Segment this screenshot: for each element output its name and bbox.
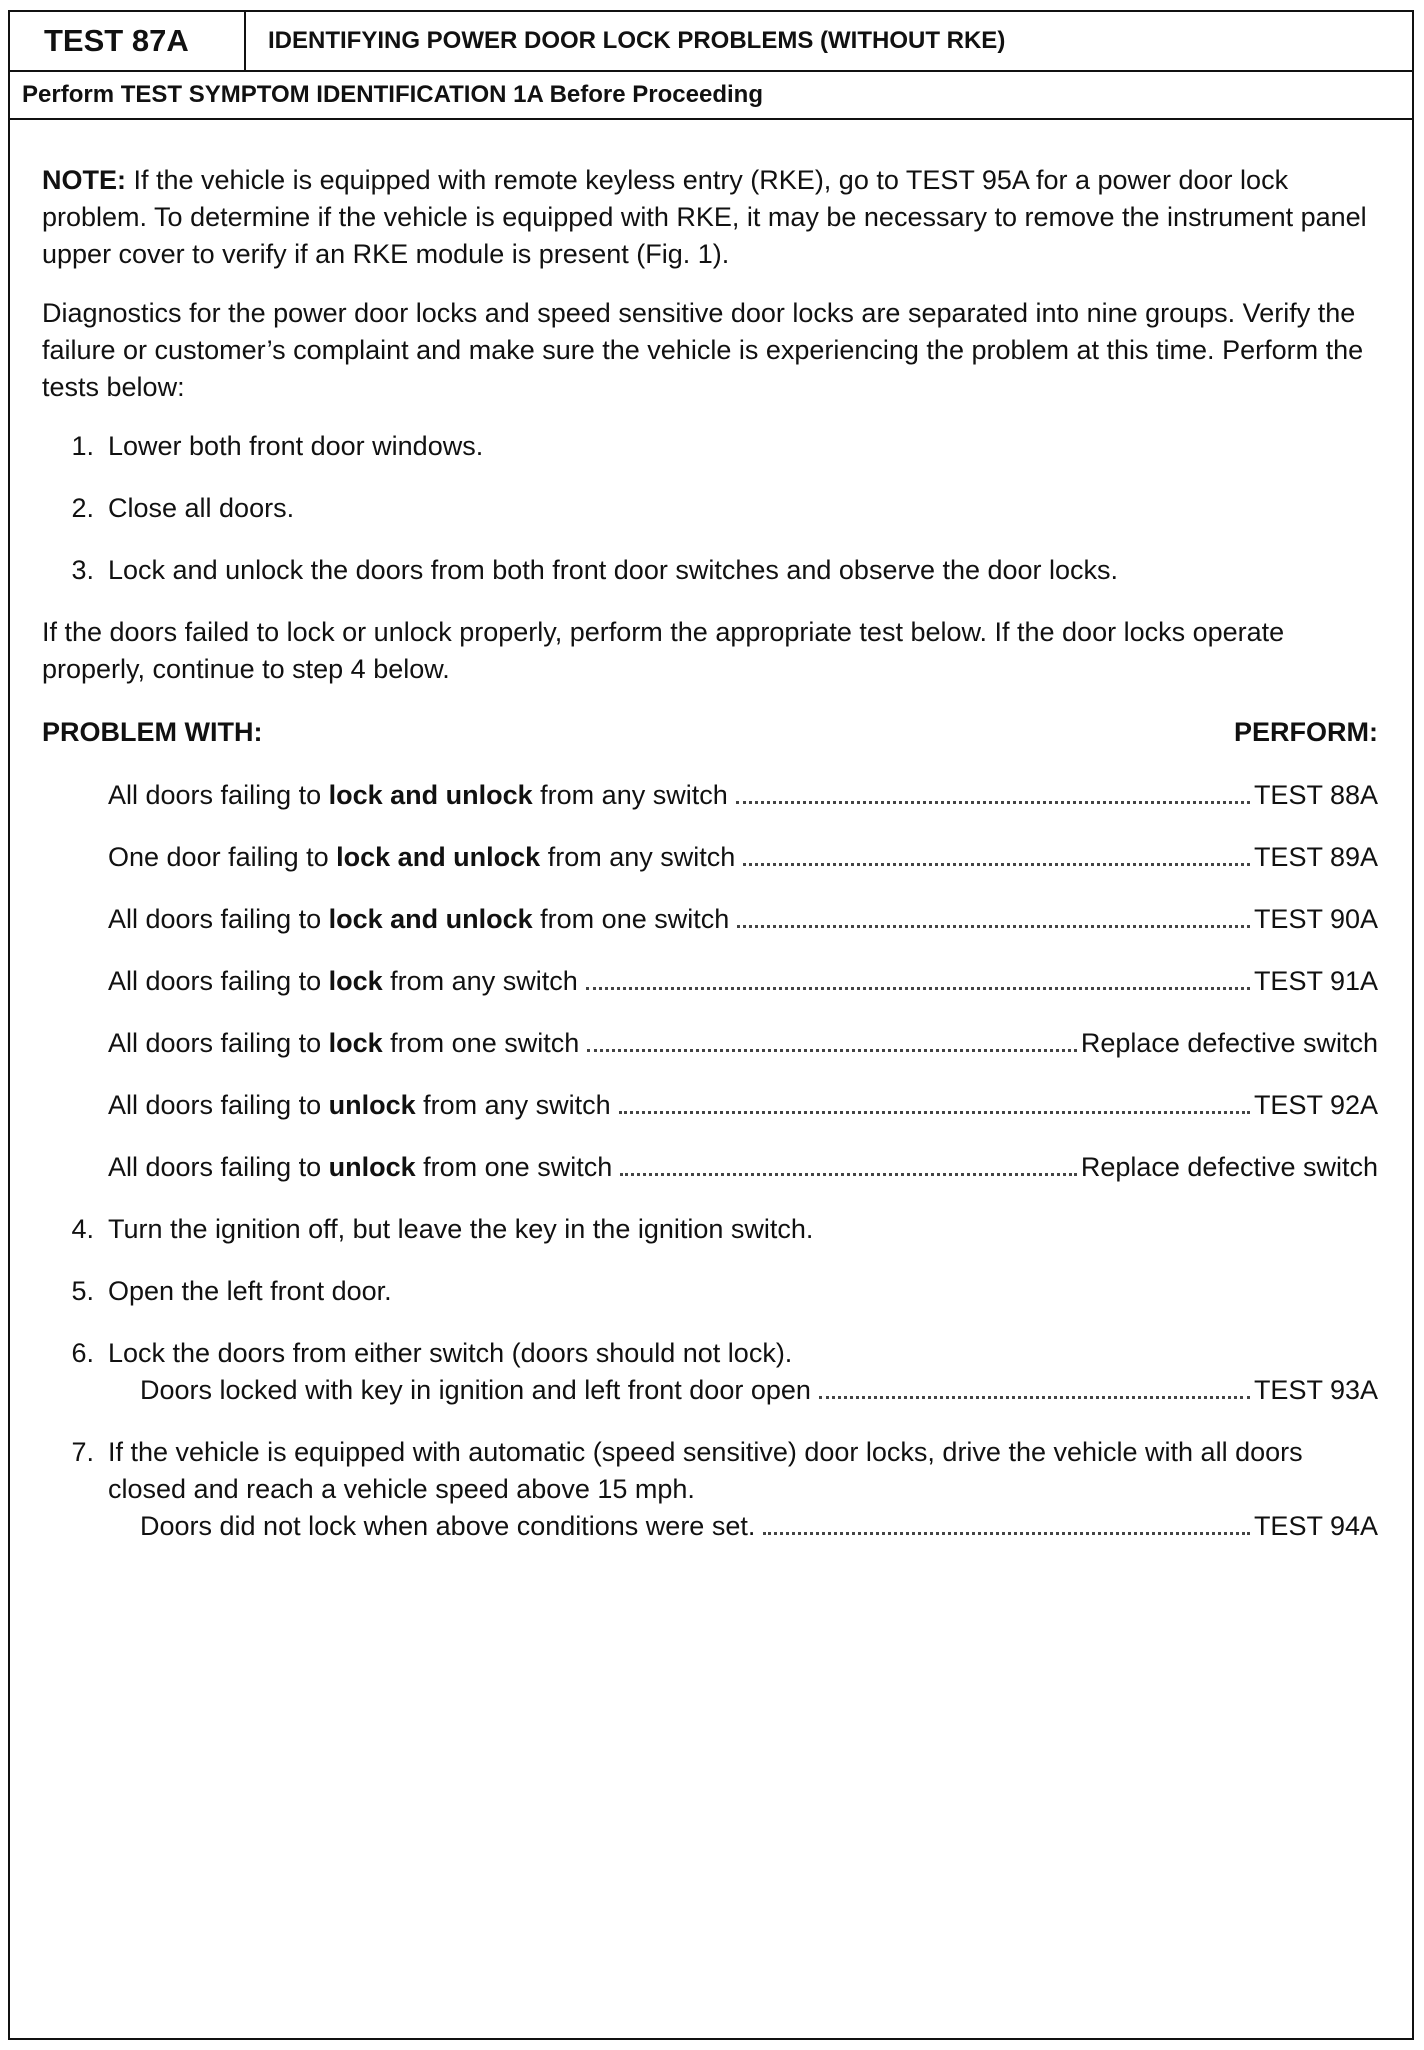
sub-condition: Doors did not lock when above conditions were set.: [140, 1511, 756, 1541]
step-text: Close all doors.: [108, 493, 295, 523]
note-text: If the vehicle is equipped with remote keyless entry (RKE), go to TEST 95A for a power door lock problem. To determine if the vehicle is equipped with RKE, it may be necessary to remove the instrument panel upper cover to verify if an RKE module is present (Fig. 1).: [42, 165, 1367, 269]
problem-desc: All doors failing to lock and unlock from any switch: [108, 780, 728, 810]
sub-condition: Doors locked with key in ignition and left front door open: [140, 1375, 811, 1405]
step-sub-row: [108, 1372, 1378, 1409]
step-text: Lower both front door windows.: [108, 431, 484, 461]
step-text: Lock and unlock the doors from both front door switches and observe the door locks.: [108, 555, 1119, 585]
step-item: [42, 428, 1378, 465]
problem-result: TEST 88A: [1253, 780, 1378, 810]
problem-result: TEST 92A: [1253, 1090, 1378, 1120]
problem-desc: All doors failing to lock from one switch: [108, 1028, 580, 1058]
problem-row: [42, 1025, 1378, 1062]
test-number: TEST 87A: [10, 12, 246, 70]
step-item: [42, 552, 1378, 589]
step-text: Lock the doors from either switch (doors should not lock).: [108, 1338, 793, 1368]
problem-desc: One door failing to lock and unlock from any switch: [108, 842, 736, 872]
dot-leader: [763, 1532, 1250, 1535]
step-text: Open the left front door.: [108, 1276, 392, 1306]
problem-row: [42, 963, 1378, 1000]
sub-result: TEST 94A: [1253, 1511, 1378, 1541]
dot-leader: [737, 925, 1250, 928]
steps-first: [42, 428, 1378, 589]
problem-row: [42, 901, 1378, 938]
problem-result: Replace defective switch: [1080, 1028, 1378, 1058]
step-item: [42, 1335, 1378, 1409]
step-item: [42, 1434, 1378, 1545]
step-text: Turn the ignition off, but leave the key in the ignition switch.: [108, 1214, 814, 1244]
dot-leader: [620, 1173, 1077, 1176]
dot-leader: [587, 1049, 1077, 1052]
problem-result: TEST 89A: [1253, 842, 1378, 872]
problem-result: TEST 90A: [1253, 904, 1378, 934]
problem-desc: All doors failing to unlock from any switch: [108, 1090, 611, 1120]
step-number: 6.: [71, 1338, 94, 1368]
test-page-frame: [8, 10, 1414, 2040]
step-item: [42, 1211, 1378, 1248]
dot-leader: [586, 987, 1250, 990]
step-content: [108, 1335, 1378, 1409]
test-body: [10, 120, 1412, 1545]
problem-result: TEST 91A: [1253, 966, 1378, 996]
sub-result: TEST 93A: [1253, 1375, 1378, 1405]
steps-second: [42, 1211, 1378, 1545]
dot-leader: [619, 1111, 1250, 1114]
instructions-paragraph: If the doors failed to lock or unlock properly, perform the appropriate test below. If the door locks operate properly, continue to step 4 below.: [42, 617, 1285, 684]
dot-leader: [736, 801, 1250, 804]
prerequisite-line: Perform TEST SYMPTOM IDENTIFICATION 1A Before Proceeding: [10, 72, 1412, 120]
problem-desc: All doors failing to lock from any switch: [108, 966, 578, 996]
step-text: If the vehicle is equipped with automatic (speed sensitive) door locks, drive the vehicle with all doors closed and reach a vehicle speed above 15 mph.: [108, 1437, 1303, 1504]
problem-row: [42, 839, 1378, 876]
problem-desc: All doors failing to lock and unlock from one switch: [108, 904, 730, 934]
step-item: [42, 1273, 1378, 1310]
step-sub-row: [108, 1508, 1378, 1545]
step-content: [108, 1434, 1378, 1545]
header-row: [10, 12, 1412, 72]
step-number: 2.: [71, 493, 94, 523]
note-label: NOTE:: [42, 165, 126, 195]
problem-list: [42, 777, 1378, 1186]
step-number: 4.: [71, 1214, 94, 1244]
step-number: 7.: [71, 1437, 94, 1467]
problem-table-header: [42, 714, 1378, 751]
intro-paragraph: Diagnostics for the power door locks and speed sensitive door locks are separated into nine groups. Verify the failure or customer’s complaint and make sure the vehicle is experiencing the problem at this time. Perform the tests below:: [42, 298, 1364, 402]
step-number: 1.: [71, 431, 94, 461]
perform-heading: PERFORM:: [1234, 717, 1378, 747]
dot-leader: [819, 1396, 1250, 1399]
step-number: 5.: [71, 1276, 94, 1306]
problem-row: [42, 1087, 1378, 1124]
step-number: 3.: [71, 555, 94, 585]
problem-with-heading: PROBLEM WITH:: [42, 717, 263, 747]
dot-leader: [743, 863, 1250, 866]
problem-row: [42, 1149, 1378, 1186]
test-title: IDENTIFYING POWER DOOR LOCK PROBLEMS (WITHOUT RKE): [268, 27, 1006, 54]
problem-row: [42, 777, 1378, 814]
problem-desc: All doors failing to unlock from one switch: [108, 1152, 613, 1182]
step-item: [42, 490, 1378, 527]
problem-result: Replace defective switch: [1080, 1152, 1378, 1182]
note-paragraph: [42, 162, 1378, 273]
